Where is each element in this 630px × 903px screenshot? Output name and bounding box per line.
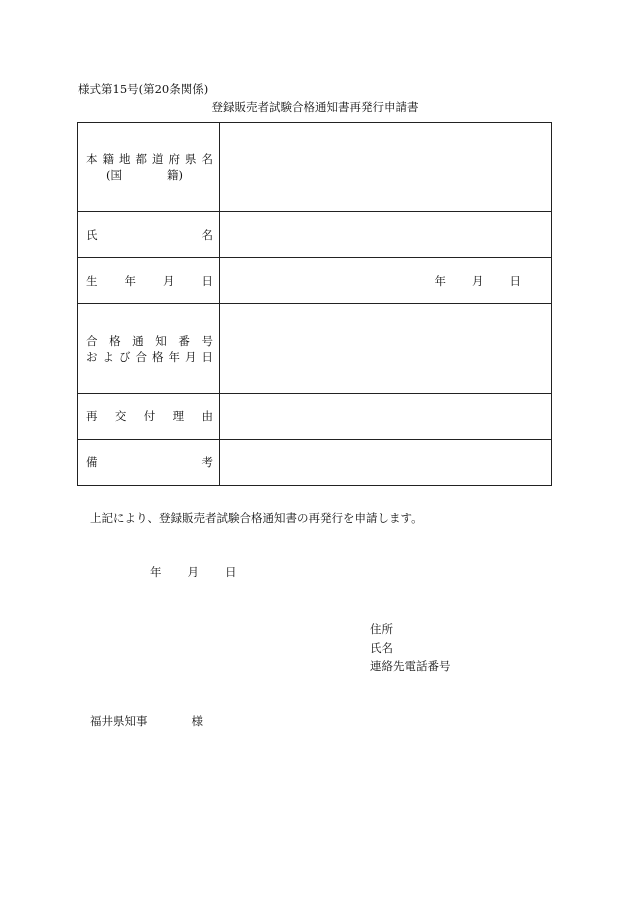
label-remarks xyxy=(78,439,220,485)
date-year-unit: 年 xyxy=(150,565,162,579)
label-char: 県 xyxy=(185,152,197,167)
field-name[interactable] xyxy=(220,212,552,258)
label-char: 年 xyxy=(124,273,136,288)
applicant-address-label: 住所 xyxy=(370,622,393,636)
label-char: 備 xyxy=(86,455,98,470)
label-honseki xyxy=(78,123,220,212)
field-reason[interactable] xyxy=(220,393,552,439)
row-honseki xyxy=(78,123,552,212)
label-char: 府 xyxy=(168,152,180,167)
row-birth xyxy=(78,258,552,304)
field-honseki[interactable] xyxy=(220,123,552,212)
label-char: 名 xyxy=(201,227,213,242)
label-char: 理 xyxy=(172,409,185,424)
birth-day-unit: 日 xyxy=(509,273,521,288)
application-date xyxy=(150,564,237,580)
label-char: よ xyxy=(102,349,114,364)
label-char: 道 xyxy=(152,152,164,167)
label-char: 名 xyxy=(201,152,213,167)
label-char: 知 xyxy=(155,333,167,348)
label-birth xyxy=(78,258,220,304)
birth-year-unit: 年 xyxy=(434,273,446,288)
label-char: 格 xyxy=(109,333,121,348)
label-char: 都 xyxy=(135,152,147,167)
applicant-block xyxy=(370,620,451,676)
row-remarks xyxy=(78,439,552,485)
field-birth-date[interactable] xyxy=(220,258,552,304)
addressee xyxy=(90,713,203,729)
label-char: 日 xyxy=(201,273,213,288)
field-remarks[interactable] xyxy=(220,439,552,485)
application-table xyxy=(77,122,552,486)
label-char: 付 xyxy=(143,409,156,424)
row-pass-info xyxy=(78,304,552,393)
birth-month-unit: 月 xyxy=(472,273,484,288)
label-char: 由 xyxy=(201,409,213,424)
label-reason xyxy=(78,393,220,439)
applicant-name-label: 氏名 xyxy=(370,640,393,655)
label-char: 再 xyxy=(86,409,98,424)
label-char: 通 xyxy=(132,333,144,348)
label-nationality-close: 籍) xyxy=(167,168,183,183)
date-month-unit: 月 xyxy=(187,565,199,579)
label-char: 考 xyxy=(201,455,213,470)
label-pass-info xyxy=(78,304,220,393)
label-char: 本 xyxy=(86,152,98,167)
form-number: 様式第15号(第20条関係) xyxy=(78,82,209,96)
label-char: 籍 xyxy=(102,152,114,167)
label-char: 日 xyxy=(201,349,213,364)
label-char: お xyxy=(86,349,98,364)
label-char: び xyxy=(119,349,131,364)
statement-text: 上記により、登録販売者試験合格通知書の再発行を申請します。 xyxy=(90,511,423,525)
label-char: 年 xyxy=(168,349,180,364)
label-char: 地 xyxy=(119,152,131,167)
label-char: 号 xyxy=(201,333,213,348)
label-char: 合 xyxy=(135,349,147,364)
field-pass-info[interactable] xyxy=(220,304,552,393)
label-char: 月 xyxy=(163,273,175,288)
date-day-unit: 日 xyxy=(225,565,237,579)
label-char: 合 xyxy=(86,333,98,348)
applicant-phone-label: 連絡先電話番号 xyxy=(370,659,451,673)
row-reason xyxy=(78,393,552,439)
label-char: 氏 xyxy=(86,227,98,242)
label-char: 番 xyxy=(178,333,190,348)
label-char: 生 xyxy=(86,273,98,288)
label-char: 格 xyxy=(152,349,164,364)
row-name xyxy=(78,212,552,258)
label-char: 交 xyxy=(114,409,127,424)
label-name xyxy=(78,212,220,258)
form-title: 登録販売者試験合格通知書再発行申請書 xyxy=(211,100,419,114)
label-nationality-open: (国 xyxy=(106,168,122,183)
label-char: 月 xyxy=(185,349,197,364)
addressee-name: 福井県知事 xyxy=(90,714,148,728)
addressee-honorific: 様 xyxy=(191,714,203,728)
